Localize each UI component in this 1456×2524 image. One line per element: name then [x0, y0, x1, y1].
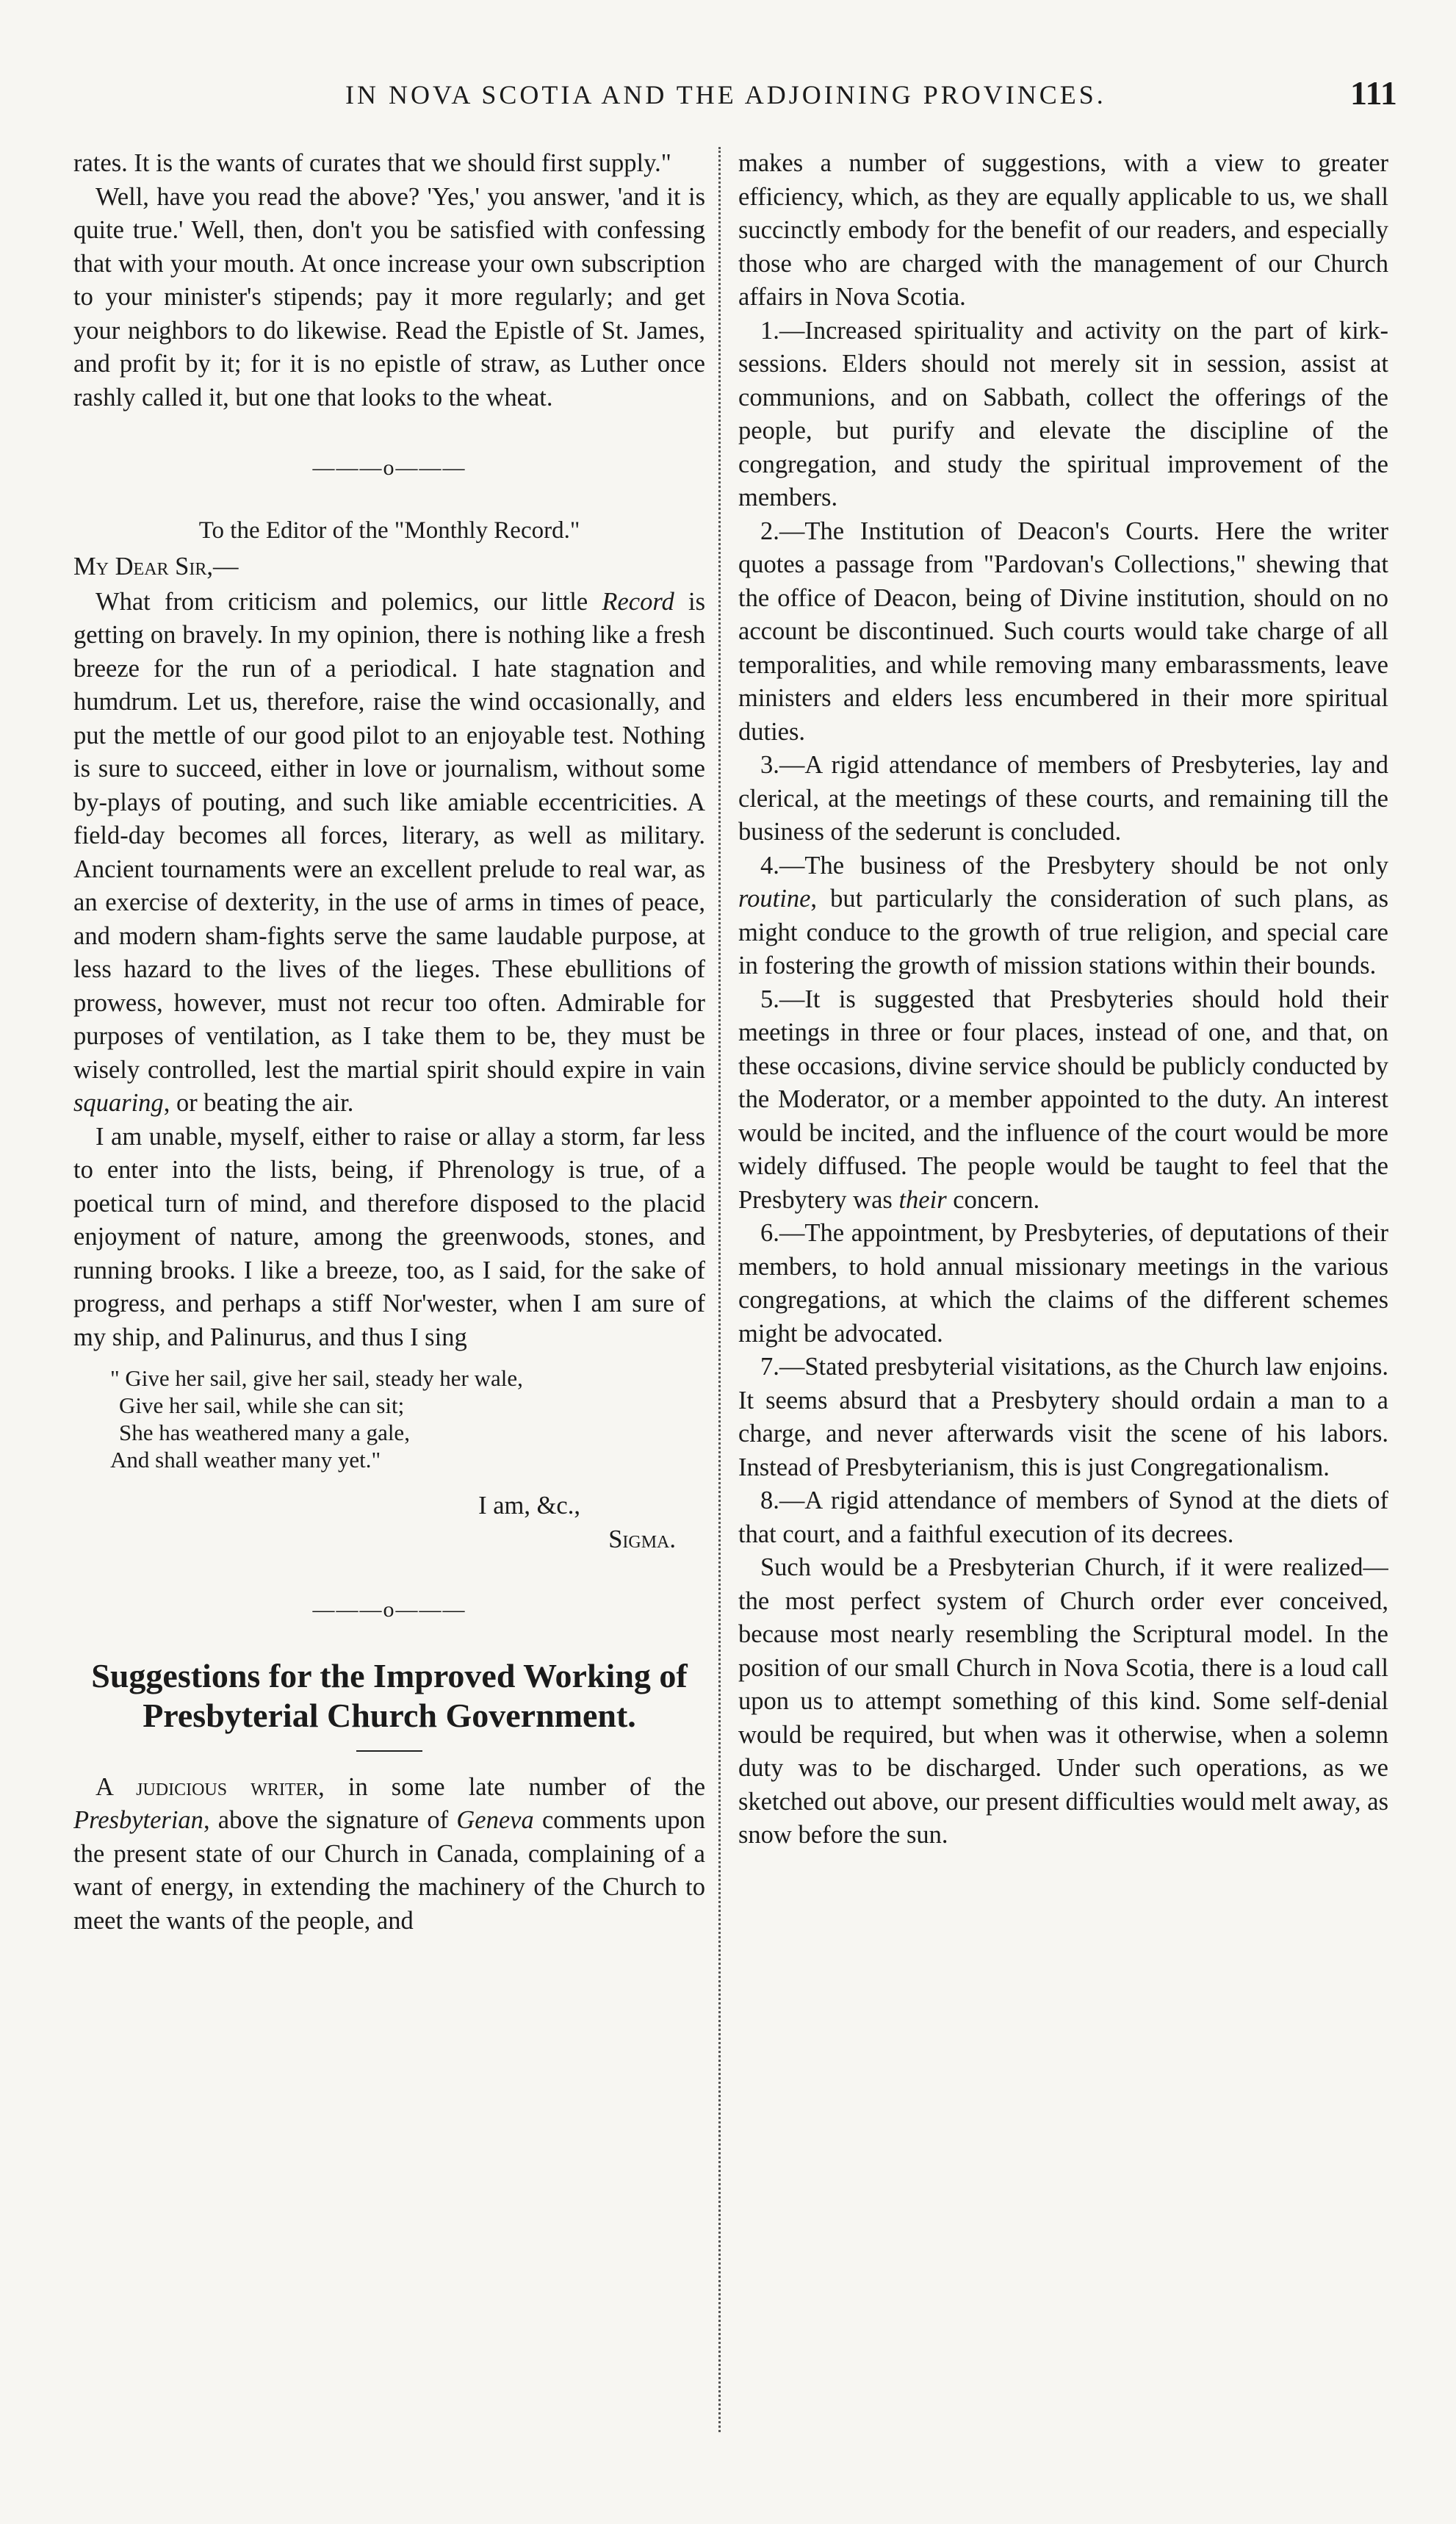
column-rule: [718, 147, 721, 2432]
text-run: , or beating the air.: [163, 1089, 354, 1117]
letter-paragraph: [73, 586, 705, 1121]
lead-in: A judicious writer: [95, 1772, 319, 1801]
page-header: [0, 73, 1456, 125]
text-run: , in some late number of the: [318, 1772, 705, 1801]
italic-run: their: [898, 1185, 947, 1214]
article-title: Suggestions for the Improved Working of Presbyterial Church Government.: [91, 1656, 688, 1734]
signature: Sigma.: [608, 1525, 676, 1553]
article-paragraph: [73, 1771, 705, 1938]
poem-line: " Give her sail, give her sail, steady her wale,: [110, 1365, 523, 1391]
section-divider: ———o———: [312, 456, 466, 480]
paragraph: rates. It is the wants of curates that we should first supply.": [73, 149, 671, 177]
text-run: concern.: [946, 1185, 1040, 1214]
left-column: [73, 147, 705, 2454]
letter-paragraph: I am unable, myself, either to raise or allay a storm, far less to enter into the lists, being, if Phrenology is true, of a poetical turn of mind, and therefore disposed to the placid enjoyment of nature, among the greenwoods, stones, and running brooks. I like a breeze, too, as I said, for the sake of progress, and perhaps a stiff Nor'wester, when I am sure of my ship, and Palinurus, and thus I sing: [73, 1122, 705, 1351]
italic-run: routine: [738, 885, 811, 913]
poem: [110, 1365, 705, 1473]
poem-line: She has weathered many a gale,: [119, 1420, 410, 1445]
italic-run: squaring: [73, 1089, 164, 1117]
text-run: is getting on bravely. In my opinion, there is nothing like a fresh breeze for the run of a periodical. I hate stagnation and humdrum. Let us, therefore, raise the wind occasionally, and put the mettle of our good pilot to an enjoyable test. Nothing is sure to succeed, either in love or journalism, without some by-plays of pouting, and such like amiable eccentricities. A field-day becomes all forces, literary, as well as military. Ancient tournaments were an excellent prelude to real war, as an exercise of dexterity, in the use of arms in times of peace, and modern sham-fights serve the same laudable purpose, at less hazard to the lives of the lieges. These ebullitions of prowess, however, must not recur too often. Admirable for purposes of ventilation, as I take them to be, they must be wisely controlled, lest the martial spirit should expire in vain: [73, 587, 705, 1084]
poem-line: And shall weather many yet.": [110, 1447, 381, 1473]
page-number: 111: [1350, 74, 1397, 112]
list-item: [738, 849, 1388, 983]
list-item: 6.—The appointment, by Presbyteries, of deputations of their members, to hold annual missionary meetings in the various congregations, at which the claims of the different schemes might be advocated.: [738, 1219, 1388, 1348]
section-divider: ———o———: [312, 1597, 466, 1622]
paragraph: makes a number of suggestions, with a view to greater efficiency, which, as they are equally applicable to us, we shall succinctly embody for the benefit of our readers, and especially those who are charged with the management of our Church affairs in Nova Scotia.: [738, 149, 1388, 311]
letter-heading: To the Editor of the "Monthly Record.": [198, 517, 580, 544]
text-run: , but particularly the consideration of such plans, as might conduce to the growth of true religion, and special care in fostering the growth of mission stations within their bounds.: [738, 885, 1388, 979]
list-item: [738, 983, 1388, 1218]
signoff: I am, &c.,: [478, 1492, 580, 1520]
italic-run: Presbyterian: [73, 1806, 203, 1834]
italic-run: Geneva: [456, 1806, 534, 1834]
italic-run: Record: [602, 587, 674, 616]
text-run: What from criticism and polemics, our little: [95, 587, 602, 616]
list-item: 7.—Stated presbyterial visitations, as the Church law enjoins. It seems absurd that a Presbytery should ordain a man to a charge, and never afterwards visit the scene of his labors. Instead of Presbyterianism, this is just Congregationalism.: [738, 1353, 1388, 1481]
salutation: My Dear Sir,—: [73, 553, 239, 580]
list-item: 2.—The Institution of Deacon's Courts. Here the writer quotes a passage from "Pardovan's Collections," shewing that the office of Deacon, being of Divine institution, should on no account be discontinued. Such courts would take charge of all temporalities, and while removing many embarassments, leave ministers and elders less encumbered in their more spiritual duties.: [738, 517, 1388, 746]
list-item: 8.—A rigid attendance of members of Synod at the diets of that court, and a faithful execution of its decrees.: [738, 1486, 1388, 1548]
right-column: [738, 147, 1388, 2454]
text-run: 4.—The business of the Presbytery should be not only: [760, 851, 1388, 880]
list-item: 1.—Increased spirituality and activity on the part of kirk-sessions. Elders should not merely sit in session, assist at communions, and on Sabbath, collect the offerings of the people, but purify and elevate the discipline of the congregation, and study the spiritual improvement of the members.: [738, 316, 1388, 511]
paragraph: Well, have you read the above? 'Yes,' you answer, 'and it is quite true.' Well, then, don't you be satisfied with confessing that with your mouth. At once increase your own subscription to your minister's stipends; pay it more regularly; and get your neighbors to do likewise. Read the Epistle of St. James, and profit by it; for it is no epistle of straw, as Luther once rashly called it, but one that looks to the wheat.: [73, 182, 705, 411]
closing-paragraph: Such would be a Presbyterian Church, if it were realized—the most perfect system of Church order ever conceived, because most nearly resembling the Scriptural model. In the position of our small Church in Nova Scotia, there is a loud call upon us to attempt something of this kind. Some self-denial would be required, but when was it otherwise, when a solemn duty was to be discharged. Under such operations, as we sketched out above, our present difficulties would melt away, as snow before the sun.: [738, 1553, 1388, 1849]
running-head: IN NOVA SCOTIA AND THE ADJOINING PROVINCES.: [345, 80, 1106, 109]
text-run: , above the signature of: [203, 1806, 457, 1834]
list-item: 3.—A rigid attendance of members of Presbyteries, lay and clerical, at the meetings of these courts, and remaining till the business of the sederunt is concluded.: [738, 751, 1388, 846]
text-run: 5.—It is suggested that Presbyteries should hold their meetings in three or four places, instead of one, and that, on these occasions, divine service should be publicly conducted by the Moderator, or a member appointed to the duty. An interest would be incited, and the influence of the court would be more widely diffused. The people would be taught to feel that the Presbytery was: [738, 985, 1388, 1214]
text-run: comments upon the present state of our Church in Canada, complaining of a want of energy, in extending the machinery of the Church to meet the wants of the people, and: [73, 1806, 705, 1935]
title-rule: [356, 1750, 422, 1752]
poem-line: Give her sail, while she can sit;: [119, 1392, 405, 1418]
